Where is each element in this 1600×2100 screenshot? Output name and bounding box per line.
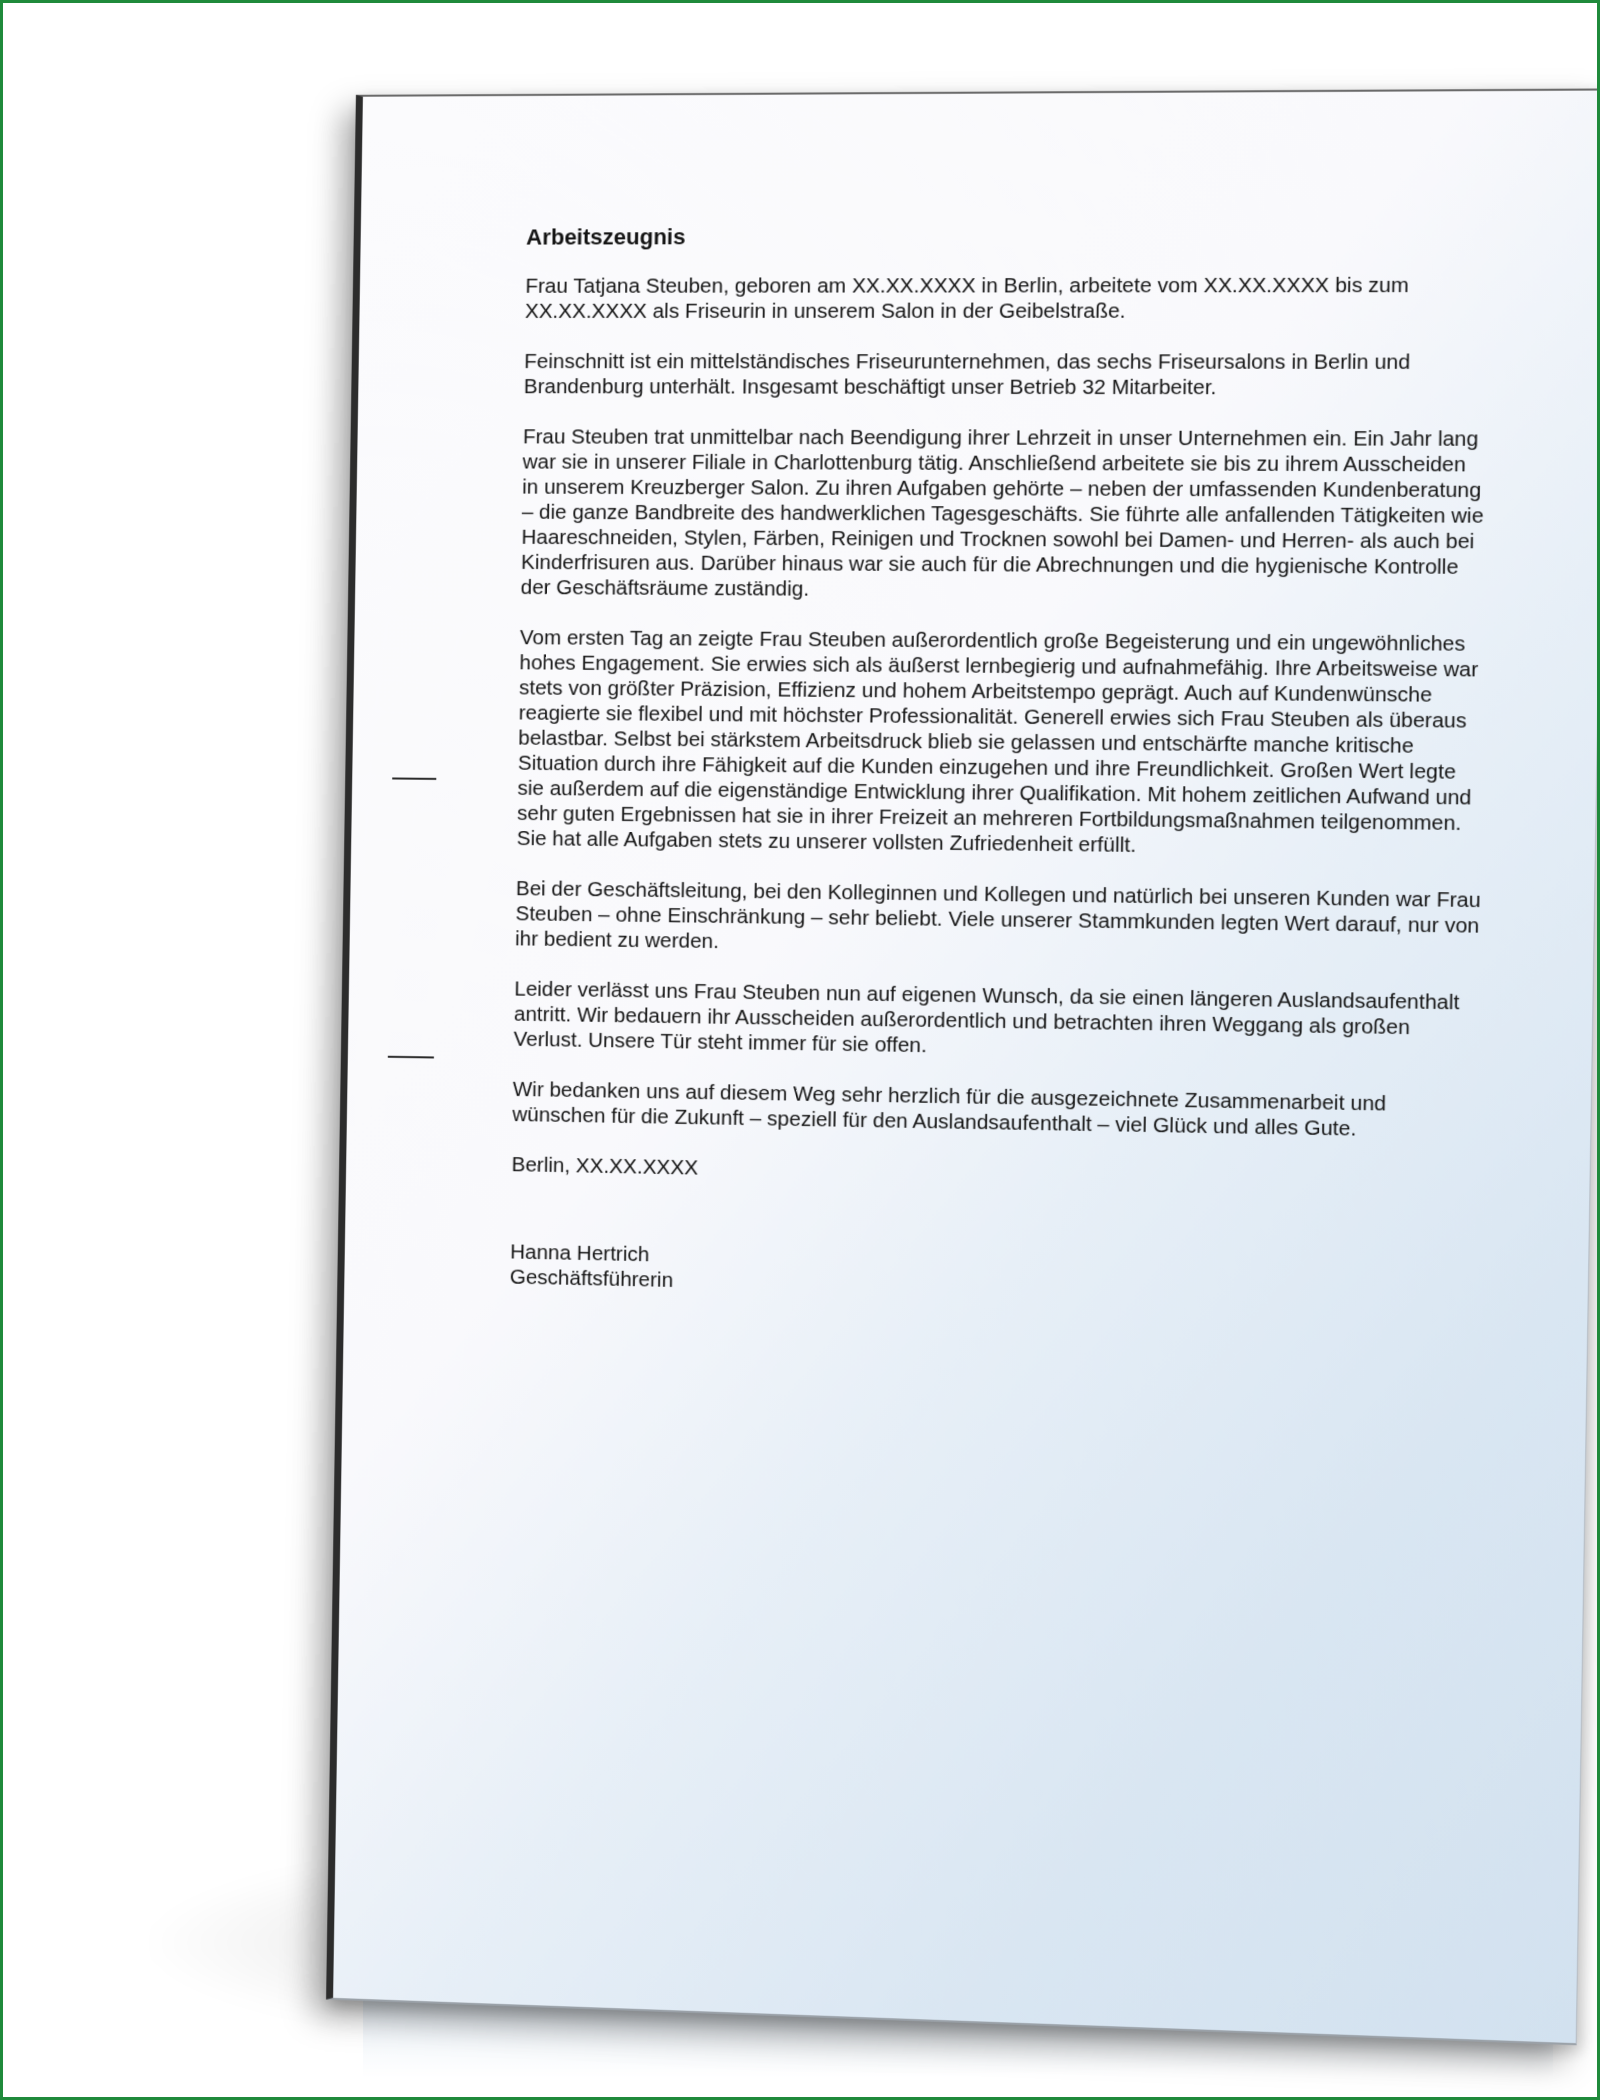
paragraph-performance: Vom ersten Tag an zeigte Frau Steuben außerordentlich große Begeisterung und ein ungewöhnliches hohes Engagement. Sie erwies sich als äußerst lernbegierig und aufnahmefähig. Ihre Arbeitsweise war stets von größter Präzision, Effizienz und hohem Arbeitstempo geprägt. Auch auf Kundenwünsche reagierte sie flexibel und mit höchster Professionalität. Generell erwies sich Frau Steuben als überaus belastbar. Selbst bei stärkstem Arbeitsdruck blieb sie gelassen und entschärfte manche kritische Situation durch ihre Fähigkeit auf die Kunden einzugehen und ihre Freundlichkeit. Großen Wert legte sie außerdem auf die eigenständige Entwicklung ihrer Qualifikation. Mit hohem zeitlichen Aufwand und sehr guten Ergebnissen hat sie in ihrer Freizeit an mehreren Fortbildungsmaßnahmen teilgenommen. Sie hat alle Aufgaben stets zu unserer vollsten Zufriedenheit erfüllt. (516, 626, 1479, 858)
place-date: Berlin, XX.XX.XXXX (511, 1153, 699, 1180)
document-title: Arbeitszeugnis (525, 224, 686, 250)
document-page-wrapper (326, 88, 1600, 2045)
paragraph-intro: Frau Tatjana Steuben, geboren am XX.XX.XXXX in Berlin, arbeitete vom XX.XX.XXXX bis zum XX.XX.XXXX als Friseurin in unserem Salon in der Geibelstraße. (524, 273, 1409, 323)
signature-role: Geschäftsführerin (509, 1265, 674, 1292)
letter-content (510, 222, 1493, 1309)
document-page (326, 88, 1600, 2045)
paragraph-departure: Leider verlässt uns Frau Steuben nun auf eigenen Wunsch, da sie einen längeren Auslandsaufenthalt antritt. Wir bedauern ihr Ausscheiden außerordentlich und betrachten ihren Weggang als großen Verlust. Unsere Tür steht immer für sie offen. (513, 977, 1460, 1058)
fold-mark-top (392, 777, 436, 779)
paragraph-thanks: Wir bedanken uns auf diesem Weg sehr herzlich für die ausgezeichnete Zusammenarbeit und wünschen für die Zukunft – speziell für den Auslandsaufenthalt – viel Glück und alles Gute. (512, 1077, 1387, 1141)
paragraph-conduct: Bei der Geschäftsleitung, bei den Kolleginnen und Kollegen und natürlich bei unseren Kunden war Frau Steuben – ohne Einschränkung – sehr beliebt. Viele unserer Stammkunden legten Wert darauf, nur von ihr bedient zu werden. (514, 877, 1481, 954)
signature-name: Hanna Hertrich (510, 1240, 650, 1267)
paragraph-tasks: Frau Steuben trat unmittelbar nach Beendigung ihrer Lehrzeit in unser Unternehmen ein. Ein Jahr lang war sie in unserer Filiale in Charlottenburg tätig. Anschließend arbeitete sie bis zu ihrem Ausscheiden in unserem Kreuzberger Salon. Zu ihren Aufgaben gehörte – neben der umfassenden Kundenberatung – die ganze Bandbreite des handwerklichen Tagesgeschäfts. Sie führte alle anfallenden Tätigkeiten wie Haareschneiden, Stylen, Färben, Reinigen und Trocknen sowohl bei Damen- und Herren- als auch bei Kinderfrisuren aus. Darüber hinaus war sie auch für die Abrechnungen und die hygienische Kontrolle der Geschäftsräume zuständig. (520, 425, 1484, 601)
paragraph-company: Feinschnitt ist ein mittelständisches Friseurunternehmen, das sechs Friseursalons in Berlin und Brandenburg unterhält. Insgesamt beschäftigt unser Betrieb 32 Mitarbeiter. (523, 350, 1411, 400)
fold-mark-bottom (388, 1056, 434, 1058)
